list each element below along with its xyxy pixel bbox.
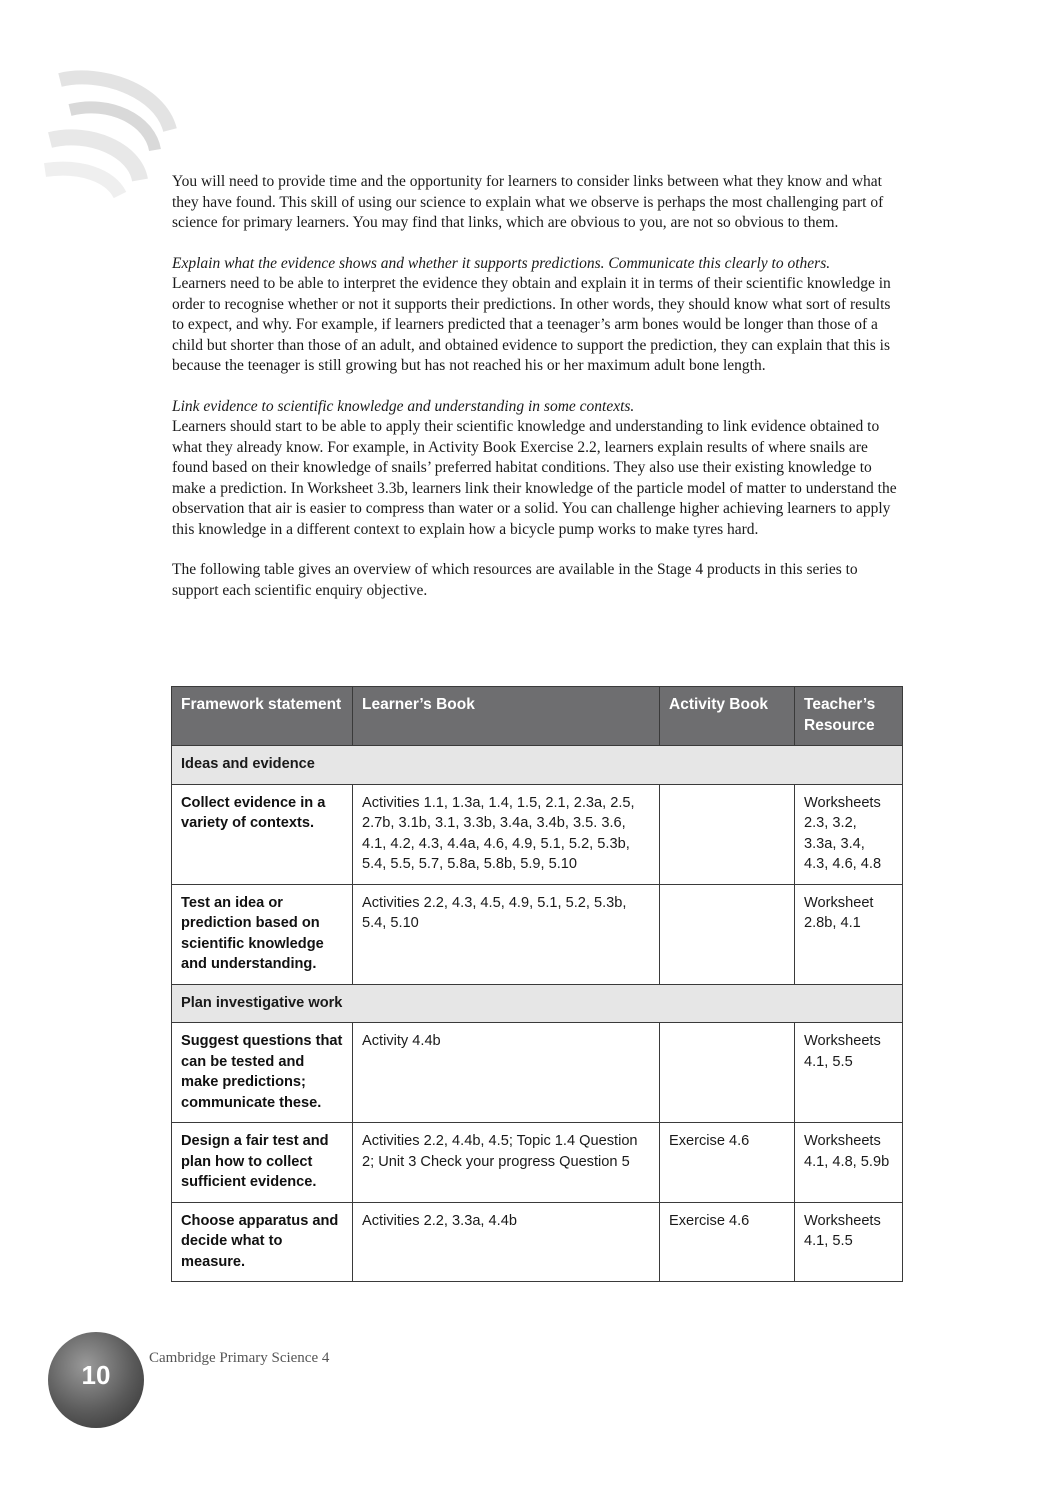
paragraph <box>172 560 902 601</box>
paragraph-text: The following table gives an overview of which resources are available in the Stage 4 products in this series to support each scientific enquiry objective. <box>172 561 858 599</box>
teachers-resource-cell: Worksheets 4.1, 4.8, 5.9b <box>795 1123 903 1203</box>
activity-book-cell <box>660 884 795 984</box>
section-row <box>172 984 903 1023</box>
column-header: Teacher’s Resource <box>795 687 903 746</box>
body-text <box>172 172 902 621</box>
activity-book-cell <box>660 784 795 884</box>
framework-statement: Suggest questions that can be tested and make predictions; communicate these. <box>172 1023 353 1123</box>
paragraph <box>172 397 902 541</box>
table-row <box>172 1123 903 1203</box>
learners-book-cell: Activities 2.2, 4.4b, 4.5; Topic 1.4 Question 2; Unit 3 Check your progress Question 5 <box>353 1123 660 1203</box>
learners-book-cell: Activities 2.2, 4.3, 4.5, 4.9, 5.1, 5.2, 5.3b, 5.4, 5.10 <box>353 884 660 984</box>
book-title: Cambridge Primary Science 4 <box>149 1350 330 1366</box>
paragraph-text: Learners should start to be able to apply their scientific knowledge and understanding to link evidence obtained to what they already know. For example, in Activity Book Exercise 2.2, learners explain results of where snails are found based on their knowledge of snails’ preferred habitat conditions. They also use their existing knowledge to make a prediction. In Worksheet 3.3b, learners link their knowledge of the particle model of matter to understand the observation that air is easier to compress than water or a solid. You can challenge higher achieving learners to apply this knowledge in a different context to explain how a bicycle pump works to make tyres hard. <box>172 418 897 538</box>
activity-book-cell <box>660 1023 795 1123</box>
framework-statement: Test an idea or prediction based on scientific knowledge and understanding. <box>172 884 353 984</box>
framework-statement: Choose apparatus and decide what to measure. <box>172 1202 353 1282</box>
table-row <box>172 784 903 884</box>
learners-book-cell: Activities 2.2, 3.3a, 4.4b <box>353 1202 660 1282</box>
table-header-row <box>172 687 903 746</box>
teachers-resource-cell: Worksheets 4.1, 5.5 <box>795 1202 903 1282</box>
section-title: Plan investigative work <box>172 984 903 1023</box>
column-header: Framework statement <box>172 687 353 746</box>
learners-book-cell: Activities 1.1, 1.3a, 1.4, 1.5, 2.1, 2.3a, 2.5, 2.7b, 3.1b, 3.1, 3.3b, 3.4a, 3.4b, 3.5. 3.6, 4.1, 4.2, 4.3, 4.4a, 4.6, 4.9, 5.1, 5.2, 5.3b, 5.4, 5.5, 5.7, 5.8a, 5.8b, 5.9, 5.10 <box>353 784 660 884</box>
learners-book-cell: Activity 4.4b <box>353 1023 660 1123</box>
page-number-badge <box>48 1332 144 1428</box>
paragraph-text: You will need to provide time and the opportunity for learners to consider links between what they know and what they have found. This skill of using our science to explain what we observe is perhaps the most challenging part of science for primary learners. You may find that links, which are obvious to you, are not so obvious to them. <box>172 173 884 231</box>
activity-book-cell: Exercise 4.6 <box>660 1123 795 1203</box>
column-header: Learner’s Book <box>353 687 660 746</box>
paragraph-lead: Link evidence to scientific knowledge and understanding in some contexts. <box>172 397 635 415</box>
paragraph <box>172 254 902 377</box>
table-row <box>172 884 903 984</box>
framework-statement: Design a fair test and plan how to collect sufficient evidence. <box>172 1123 353 1203</box>
teachers-resource-cell: Worksheets 4.1, 5.5 <box>795 1023 903 1123</box>
table-row <box>172 1023 903 1123</box>
paragraph <box>172 172 902 234</box>
resources-table <box>171 686 903 1282</box>
section-row <box>172 746 903 785</box>
teachers-resource-cell: Worksheet 2.8b, 4.1 <box>795 884 903 984</box>
teachers-resource-cell: Worksheets 2.3, 3.2, 3.3a, 3.4, 4.3, 4.6, 4.8 <box>795 784 903 884</box>
page-number: 10 <box>81 1360 111 1390</box>
column-header: Activity Book <box>660 687 795 746</box>
paragraph-text: Learners need to be able to interpret the evidence they obtain and explain it in terms of their scientific knowledge in order to recognise whether or not it supports their predictions. In other words, they should know what sort of results to expect, and why. For example, if learners predicted that a teenager’s arm bones would be longer than those of a child but shorter than those of an adult, and obtained evidence to support the prediction, they can explain that this is because the teenager is still growing but has not reached his or her maximum adult bone length. <box>172 275 891 374</box>
framework-statement: Collect evidence in a variety of contexts. <box>172 784 353 884</box>
paragraph-lead: Explain what the evidence shows and whether it supports predictions. Communicate this clearly to others. <box>172 254 831 272</box>
section-title: Ideas and evidence <box>172 746 903 785</box>
activity-book-cell: Exercise 4.6 <box>660 1202 795 1282</box>
table-row <box>172 1202 903 1282</box>
